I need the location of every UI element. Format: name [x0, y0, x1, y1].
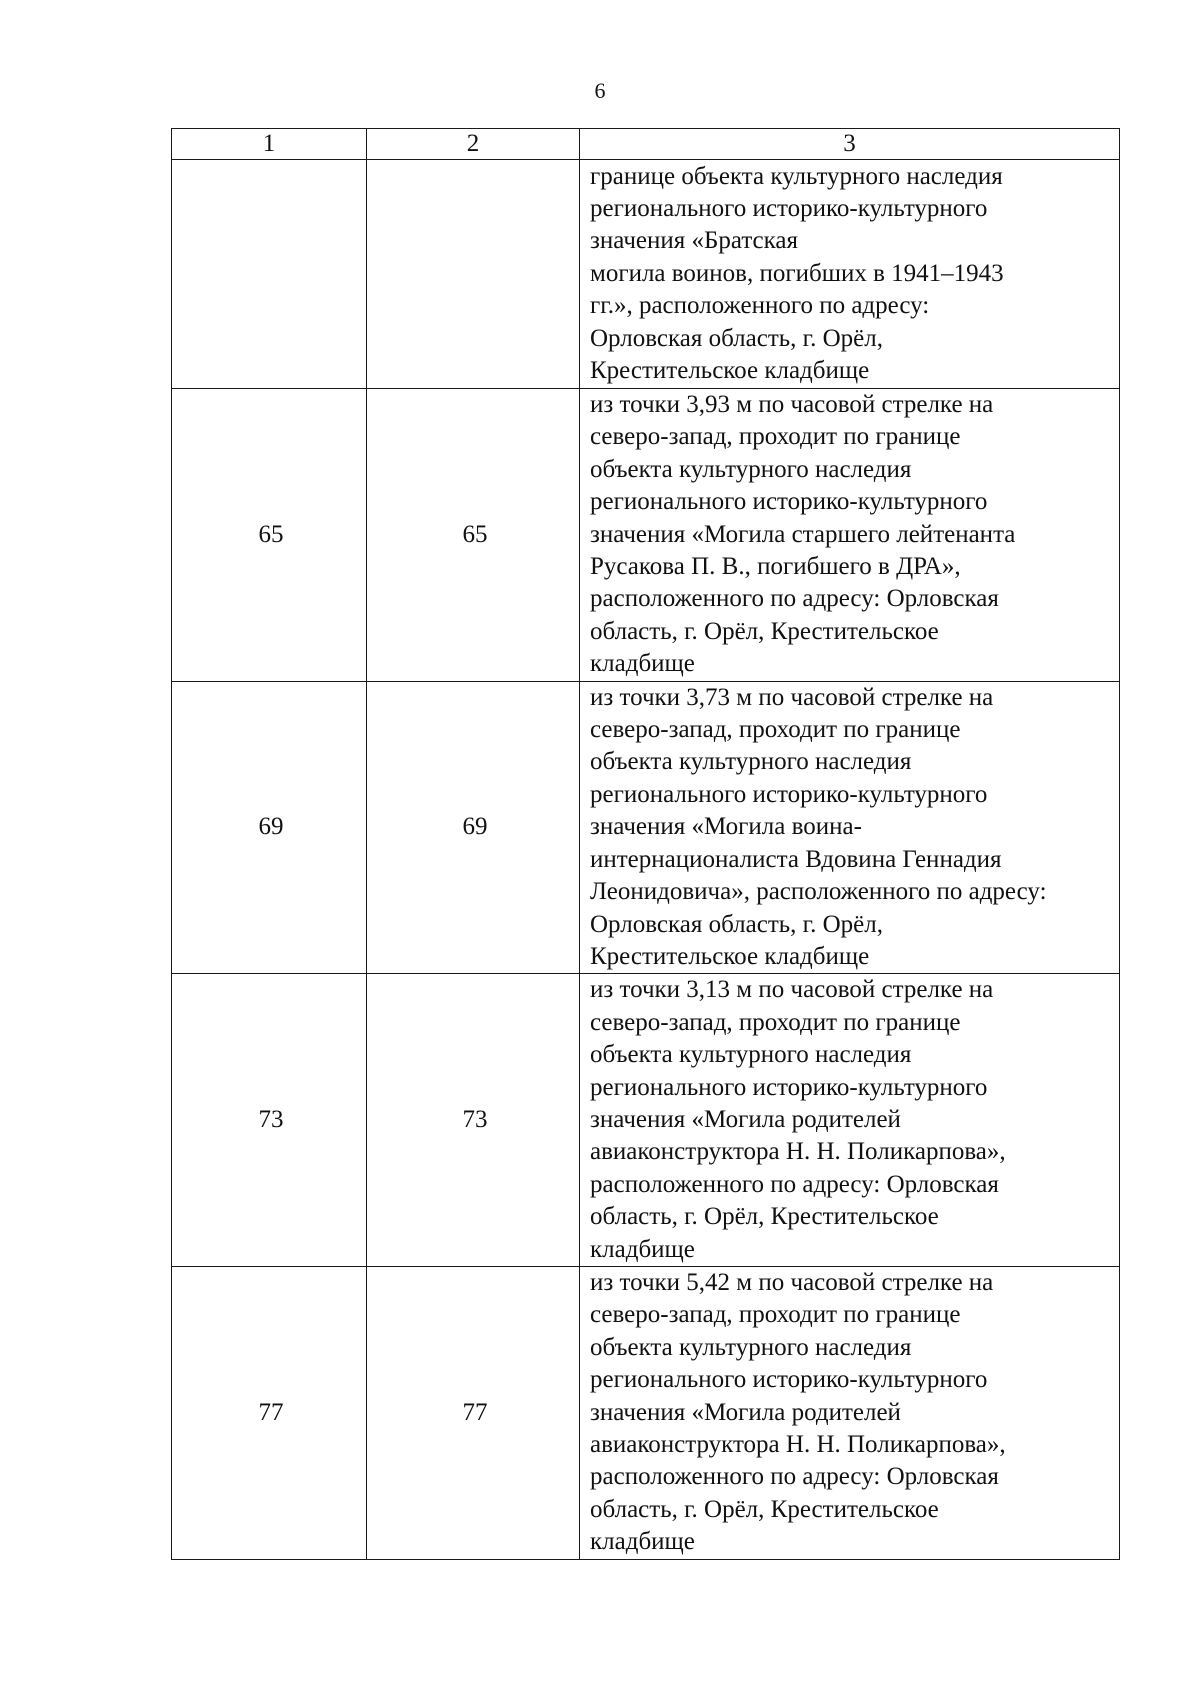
point-from-cell [172, 160, 367, 389]
point-to-cell [367, 160, 580, 389]
column-header-1: 1 [172, 129, 367, 160]
table-row [172, 1266, 1120, 1559]
table-header-row [172, 129, 1120, 160]
point-from-cell: 65 [172, 389, 367, 682]
point-to-cell: 69 [367, 681, 580, 974]
point-to-cell: 73 [367, 974, 580, 1267]
boundary-description-cell: из точки 5,42 м по часовой стрелке на северо-запад, проходит по границе объекта культурного наследия регионального историко-культурного значения «Могила родителей авиаконструктора Н. Н. Поликарпова», расположенного по адресу: Орловская область, г. Орёл, Крестительское кладбище [580, 1266, 1120, 1559]
table-row [172, 681, 1120, 974]
boundary-description-cell: из точки 3,93 м по часовой стрелке на северо-запад, проходит по границе объекта культурного наследия регионального историко-культурного значения «Могила старшего лейтенанта Русакова П. В., погибшего в ДРА», расположенного по адресу: Орловская область, г. Орёл, Крестительское кладбище [580, 389, 1120, 682]
table-row [172, 974, 1120, 1267]
point-to-cell: 77 [367, 1266, 580, 1559]
boundary-description-cell: из точки 3,73 м по часовой стрелке на северо-запад, проходит по границе объекта культурного наследия регионального историко-культурного значения «Могила воина- интернационалиста Вдовина Геннадия Леонидовича», расположенного по адресу: Орловская область, г. Орёл, Крестительское кладбище [580, 681, 1120, 974]
column-header-2: 2 [367, 129, 580, 160]
point-from-cell: 77 [172, 1266, 367, 1559]
point-to-cell: 65 [367, 389, 580, 682]
point-from-cell: 69 [172, 681, 367, 974]
boundary-table [171, 128, 1120, 1560]
boundary-description-cell: границе объекта культурного наследия регионального историко-культурного значения «Братская могила воинов, погибших в 1941–1943 гг.», расположенного по адресу: Орловская область, г. Орёл, Крестительское кладбище [580, 160, 1120, 389]
table-row [172, 389, 1120, 682]
column-header-3: 3 [580, 129, 1120, 160]
point-from-cell: 73 [172, 974, 367, 1267]
page-number: 6 [594, 78, 606, 103]
boundary-description-cell: из точки 3,13 м по часовой стрелке на северо-запад, проходит по границе объекта культурного наследия регионального историко-культурного значения «Могила родителей авиаконструктора Н. Н. Поликарпова», расположенного по адресу: Орловская область, г. Орёл, Крестительское кладбище [580, 974, 1120, 1267]
table-row [172, 160, 1120, 389]
